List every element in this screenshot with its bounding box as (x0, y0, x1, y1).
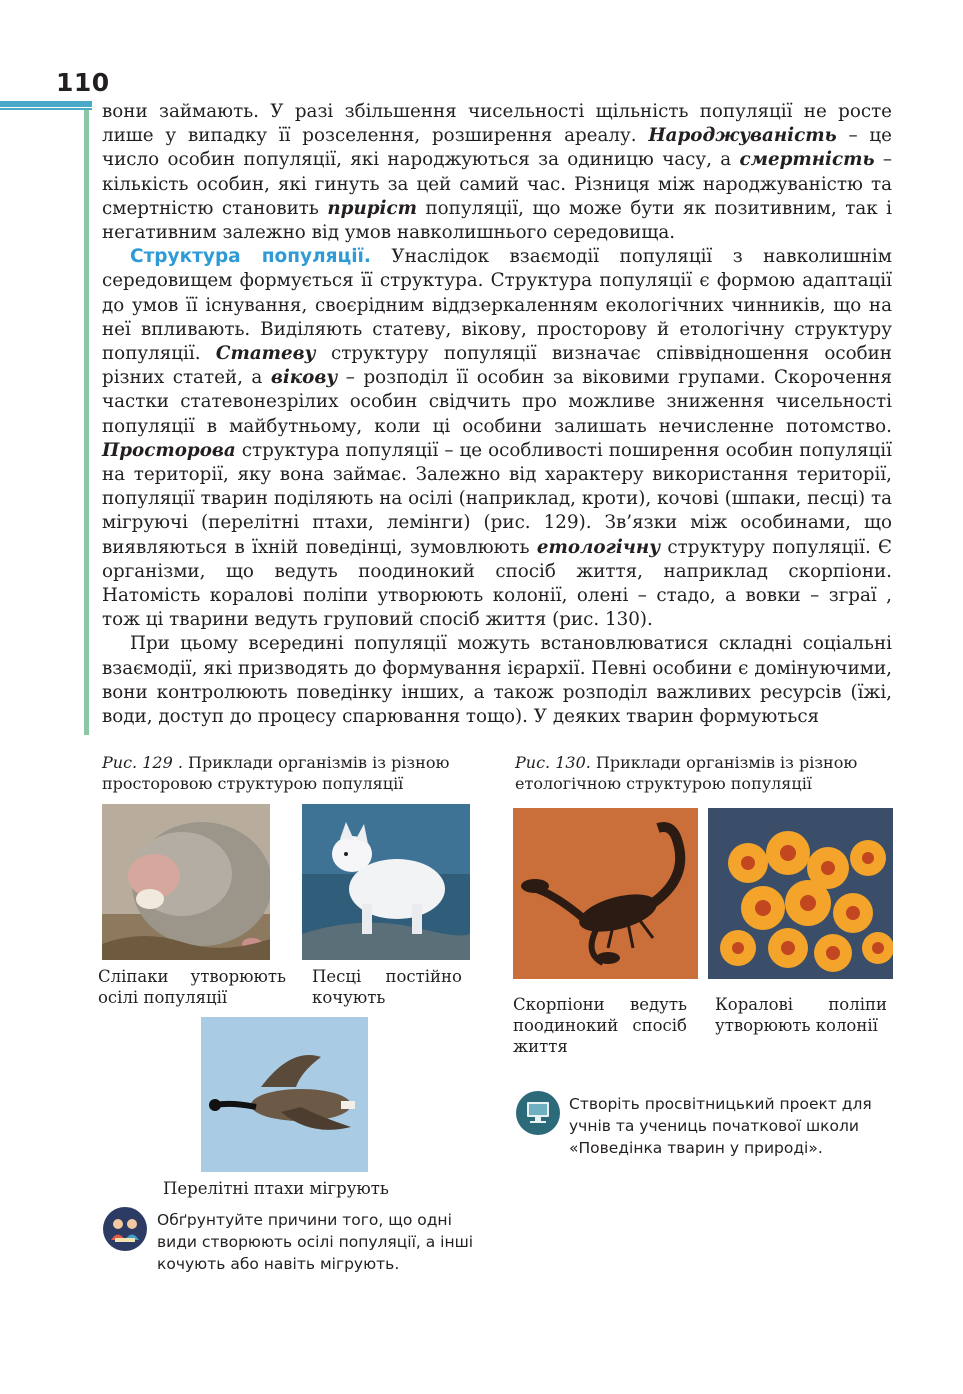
discussion-people-icon (103, 1207, 147, 1251)
coral-polyps-caption: Коралові поліпи утворюють колонії (715, 995, 887, 1035)
arctic-fox-photo (302, 804, 470, 960)
project-task-text: Створіть просвітницький проект для учнів та учениць початкової школи «Поведінка тварин у природі». (569, 1095, 872, 1157)
scorpion-photo (513, 808, 698, 979)
term-growth: приріст (327, 197, 417, 219)
paragraph-1: вони займають. У разі збільшення чисельності щільність популяції не росте лише у випадку її розселення, розширення ареалу. Народжуваність – це число особин популяції, які народжуються за одиницю часу, а смертність – кількість особин, які гинуть за цей самий час. Різниця між народжуваністю та смертністю становить приріст популяції, що може бути як позитивним, так і негативним залежно від умов навколишнього середовища. (102, 101, 893, 244)
figure-129-caption: Рис. 129 . Приклади організмів із різною просторовою структурою популяції (102, 753, 450, 793)
goose-caption: Перелітні птахи мігрують (163, 1179, 389, 1198)
mole-rat-photo (102, 804, 270, 960)
term-death-rate: смертність (739, 149, 875, 171)
main-text (102, 100, 892, 729)
goose-photo (201, 1017, 368, 1172)
page-number: 110 (56, 68, 110, 97)
paragraph-2: Структура популяції. Унаслідок взаємодії популяції з навколишнім середовищем формується її структура. Структура популяції є формою адаптації до умов її існування, своєрідним віддзеркаленням екологічних чинників, що на неї впливають. Виділяють статеву, вікову, просторову й етологічну структуру популяції. Статеву структуру популяції визначає співвідношення особин різних статей, а вікову – розподіл її особин за віковими групами. Скорочення частки статевонезрілих особин свідчить про можливе зниження чисельності популяції в майбутньому, коли ці особини залишать нечисленне потомство. Просторова структура популяції – це особливості поширення особин популяції на території, яку вона займає. Залежно від характеру використання території, популяції тварин поділяють на осілі (наприклад, кроти), кочові (шпаки, песці) та мігруючі (перелітні птахи, лемінги) (рис. 129). Зв’язки між особинами, що виявляються в їхній поведінці, зумовлюють етологічну структуру популяції. Є організми, що ведуть поодинокий спосіб життя, наприклад скорпіони. Натомість коралові поліпи утворюють колонії, олені – стадо, а вовки – зграї , тож ці тварини ведуть груповий спосіб життя (рис. 130). (102, 246, 892, 631)
term-age-structure: вікову (270, 367, 338, 389)
arctic-fox-caption: Песці постійно кочують (312, 967, 462, 1007)
scorpion-caption: Скорпіони ведуть поодинокий спосіб життя (513, 995, 687, 1056)
term-birth-rate: Народжуваність (648, 125, 837, 147)
paragraph-3: При цьому всередині популяції можуть встановлюватися складні соціальні взаємодії, які призводять до формування ієрархії. Певні особини є домінуючими, вони контролюють поведінку інших, а також розподіл важливих ресурсів (їжі, води, доступ до процесу спарювання тощо). У деяких тварин формуються (102, 633, 892, 728)
mole-rat-caption: Сліпаки утворюють осілі популяції (98, 967, 286, 1007)
top-rule-thin (0, 108, 92, 110)
term-sex-structure: Статеву (215, 343, 316, 365)
side-margin-rule (84, 110, 89, 735)
discussion-task-text: Обґрунтуйте причини того, що одні види створюють осілі популяції, а інші кочують або навіть мігрують. (157, 1211, 474, 1273)
term-ethological-structure: етологічну (536, 536, 661, 558)
top-rule (0, 101, 92, 107)
computer-project-icon (516, 1091, 560, 1135)
figure-130-caption: Рис. 130. Приклади організмів із різною етологічною структурою популяції (515, 753, 858, 793)
term-spatial-structure: Просторова (102, 439, 236, 461)
section-heading: Структура популяції. (130, 246, 371, 268)
coral-polyps-photo (708, 808, 893, 979)
